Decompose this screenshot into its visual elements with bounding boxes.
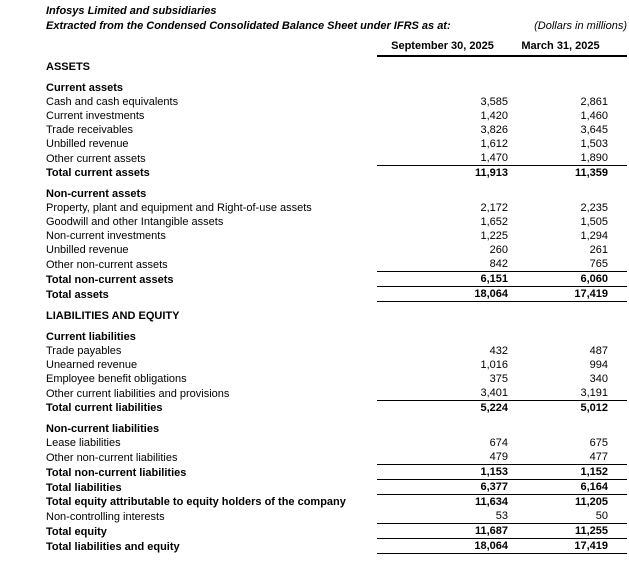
row-values (377, 358, 627, 372)
table-row (46, 243, 627, 257)
value-mar-31-2025: 765 (589, 258, 608, 270)
value-sep-30-2025: 6,151 (480, 273, 508, 285)
row-label: Other non-current assets (46, 259, 168, 271)
value-sep-30-2025: 1,225 (480, 230, 508, 242)
row-label: Other current assets (46, 153, 146, 165)
value-sep-30-2025: 1,153 (480, 466, 508, 478)
value-mar-31-2025: 6,164 (580, 481, 608, 493)
value-mar-31-2025: 3,191 (580, 387, 608, 399)
value-sep-30-2025: 1,612 (480, 138, 508, 150)
value-sep-30-2025: 375 (489, 373, 508, 385)
value-sep-30-2025: 11,913 (474, 167, 508, 179)
value-sep-30-2025: 18,064 (474, 288, 508, 300)
column-header-sep-30-2025: September 30, 2025 (391, 40, 494, 52)
value-sep-30-2025: 2,172 (480, 202, 508, 214)
value-sep-30-2025: 6,377 (480, 481, 508, 493)
row-label: Total equity attributable to equity holders of the company (46, 496, 346, 508)
row-values (377, 372, 627, 386)
table-row (46, 539, 627, 554)
row-values (377, 229, 627, 243)
document-subtitle: Extracted from the Condensed Consolidated Balance Sheet under IFRS as at: (46, 19, 451, 32)
row-values (377, 509, 627, 524)
table-row (46, 450, 627, 465)
row-label: Total assets (46, 289, 109, 301)
table-row (46, 151, 627, 166)
value-mar-31-2025: 17,419 (574, 540, 608, 552)
row-label: Unearned revenue (46, 359, 138, 371)
row-values (377, 257, 627, 272)
table-row (46, 436, 627, 450)
table-row (46, 229, 627, 243)
table-row (46, 358, 627, 372)
column-header-mar-31-2025: March 31, 2025 (521, 40, 600, 52)
row-label: Property, plant and equipment and Right-of-use assets (46, 202, 312, 214)
row-label: Other current liabilities and provisions (46, 388, 230, 400)
value-sep-30-2025: 3,585 (480, 96, 508, 108)
table-row (46, 330, 627, 344)
row-values (377, 287, 627, 302)
row-values (377, 123, 627, 137)
table-row (46, 257, 627, 272)
value-mar-31-2025: 261 (589, 244, 608, 256)
value-sep-30-2025: 1,470 (480, 152, 508, 164)
value-sep-30-2025: 53 (495, 510, 508, 522)
value-mar-31-2025: 1,503 (580, 138, 608, 150)
row-values (377, 95, 627, 109)
value-mar-31-2025: 11,255 (574, 525, 608, 537)
row-label: Total equity (46, 526, 107, 538)
units-note: (Dollars in millions) (534, 19, 627, 32)
row-label: Lease liabilities (46, 437, 121, 449)
table-row (46, 386, 627, 401)
value-mar-31-2025: 11,359 (574, 167, 608, 179)
value-mar-31-2025: 1,152 (580, 466, 608, 478)
value-sep-30-2025: 1,652 (480, 216, 508, 228)
row-values (377, 215, 627, 229)
balance-sheet-table (46, 60, 627, 554)
row-label: Trade payables (46, 345, 122, 357)
row-values (377, 243, 627, 257)
value-mar-31-2025: 477 (589, 451, 608, 463)
section-heading: LIABILITIES AND EQUITY (46, 310, 180, 322)
row-values (377, 524, 627, 539)
row-values (377, 480, 627, 495)
value-sep-30-2025: 1,420 (480, 110, 508, 122)
value-mar-31-2025: 11,205 (574, 496, 608, 508)
value-mar-31-2025: 1,460 (580, 110, 608, 122)
value-mar-31-2025: 675 (589, 437, 608, 449)
table-row (46, 60, 627, 74)
value-sep-30-2025: 479 (489, 451, 508, 463)
value-sep-30-2025: 260 (489, 244, 508, 256)
value-mar-31-2025: 1,294 (580, 230, 608, 242)
table-row (46, 372, 627, 386)
row-label: Unbilled revenue (46, 138, 129, 150)
table-row (46, 137, 627, 151)
row-label: Trade receivables (46, 124, 134, 136)
row-label: Current investments (46, 110, 145, 122)
document-subtitle-row (46, 19, 627, 34)
section-heading: Current liabilities (46, 331, 136, 343)
row-label: Non-controlling interests (46, 511, 165, 523)
value-sep-30-2025: 11,687 (474, 525, 508, 537)
table-row (46, 166, 627, 180)
value-mar-31-2025: 340 (589, 373, 608, 385)
row-values (377, 166, 627, 180)
row-label: Total current liabilities (46, 402, 163, 414)
section-heading: Non-current assets (46, 188, 147, 200)
table-row (46, 480, 627, 495)
value-mar-31-2025: 3,645 (580, 124, 608, 136)
table-row (46, 95, 627, 109)
table-row (46, 524, 627, 539)
table-row (46, 109, 627, 123)
row-values (377, 386, 627, 401)
row-values (377, 344, 627, 358)
value-sep-30-2025: 18,064 (474, 540, 508, 552)
row-label: Total current assets (46, 167, 150, 179)
value-mar-31-2025: 17,419 (574, 288, 608, 300)
row-values (377, 539, 627, 554)
row-label: Total non-current liabilities (46, 467, 187, 479)
value-mar-31-2025: 5,012 (580, 402, 608, 414)
section-heading: ASSETS (46, 61, 91, 73)
table-row (46, 422, 627, 436)
value-mar-31-2025: 50 (595, 510, 608, 522)
row-label: Other non-current liabilities (46, 452, 178, 464)
document-title: Infosys Limited and subsidiaries (46, 5, 217, 17)
section-heading: Current assets (46, 82, 124, 94)
value-sep-30-2025: 1,016 (480, 359, 508, 371)
value-sep-30-2025: 5,224 (480, 402, 508, 414)
table-row (46, 215, 627, 229)
column-header-row (46, 39, 627, 57)
row-values (377, 137, 627, 151)
table-row (46, 344, 627, 358)
table-row (46, 81, 627, 95)
table-row (46, 187, 627, 201)
table-row (46, 401, 627, 415)
table-row (46, 509, 627, 524)
value-mar-31-2025: 6,060 (580, 273, 608, 285)
row-values (377, 495, 627, 509)
value-mar-31-2025: 2,861 (580, 96, 608, 108)
row-values (377, 401, 627, 415)
row-values (377, 109, 627, 123)
table-row (46, 495, 627, 509)
row-label: Cash and cash equivalents (46, 96, 179, 108)
row-label: Unbilled revenue (46, 244, 129, 256)
table-row (46, 201, 627, 215)
section-heading: Non-current liabilities (46, 423, 160, 435)
value-mar-31-2025: 1,890 (580, 152, 608, 164)
row-values (377, 272, 627, 287)
table-row (46, 309, 627, 323)
table-row (46, 123, 627, 137)
table-row (46, 272, 627, 287)
value-sep-30-2025: 674 (489, 437, 508, 449)
row-values (377, 450, 627, 465)
value-mar-31-2025: 1,505 (580, 216, 608, 228)
value-sep-30-2025: 432 (489, 345, 508, 357)
row-values (377, 201, 627, 215)
row-label: Total liabilities (46, 482, 122, 494)
row-values (377, 436, 627, 450)
row-label: Total non-current assets (46, 274, 174, 286)
row-values (377, 465, 627, 480)
table-row (46, 287, 627, 302)
value-sep-30-2025: 3,401 (480, 387, 508, 399)
row-label: Employee benefit obligations (46, 373, 187, 385)
value-sep-30-2025: 842 (489, 258, 508, 270)
column-header-area (377, 39, 627, 57)
table-row (46, 465, 627, 480)
value-mar-31-2025: 2,235 (580, 202, 608, 214)
row-values (377, 151, 627, 166)
value-mar-31-2025: 994 (589, 359, 608, 371)
value-mar-31-2025: 487 (589, 345, 608, 357)
row-label: Total liabilities and equity (46, 541, 180, 553)
value-sep-30-2025: 3,826 (480, 124, 508, 136)
row-label: Goodwill and other Intangible assets (46, 216, 224, 228)
value-sep-30-2025: 11,634 (474, 496, 508, 508)
row-label: Non-current investments (46, 230, 166, 242)
